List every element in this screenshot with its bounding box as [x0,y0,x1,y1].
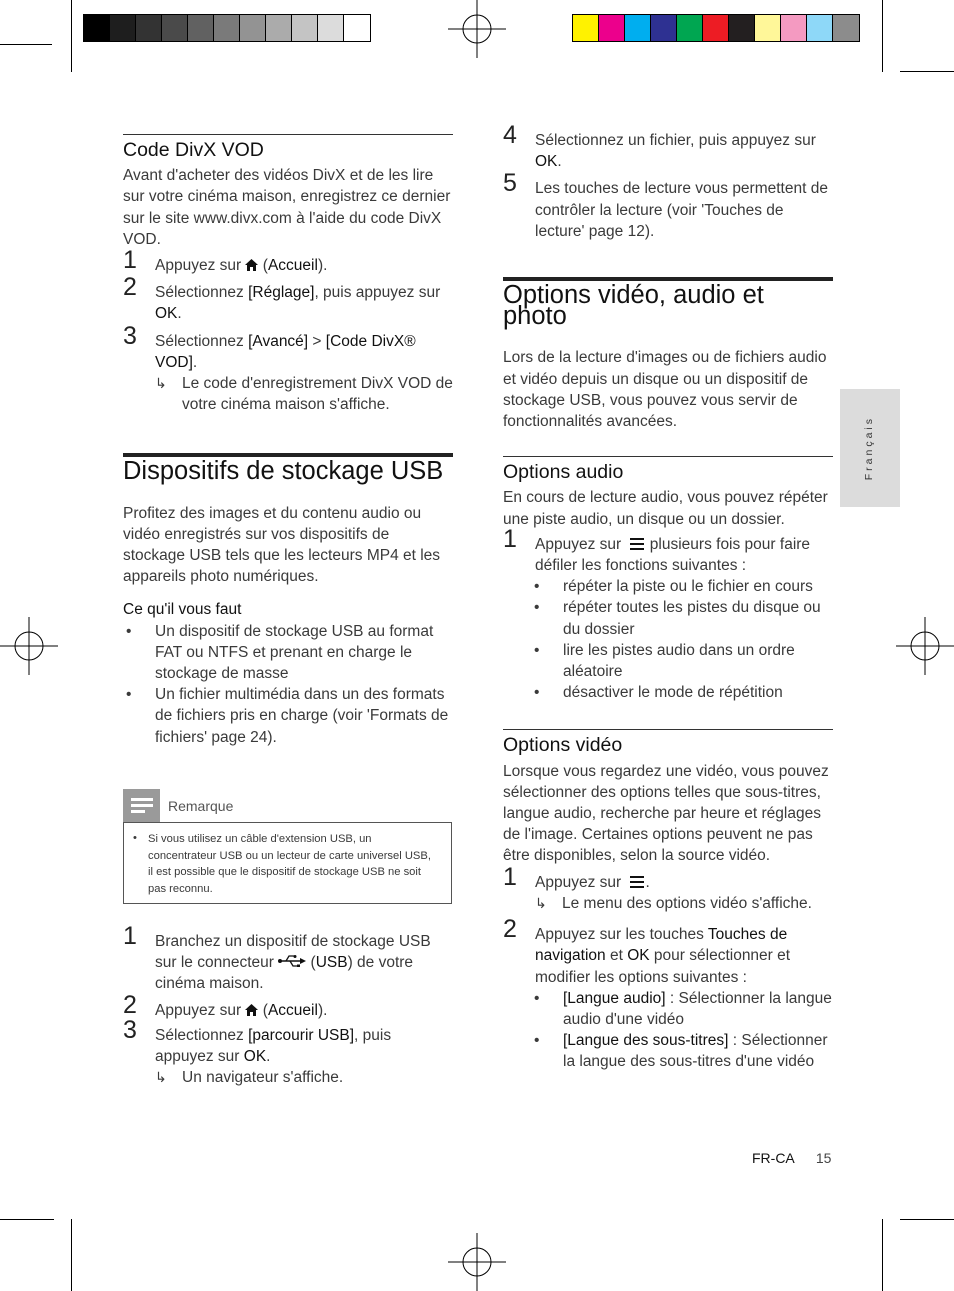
color-swatch [84,15,110,41]
color-swatch [188,15,214,41]
home-icon [245,259,258,271]
language-tab [840,389,900,507]
audio-option-item: • répéter toutes les pistes du disque ou du dossier [534,599,821,638]
registration-mark-icon [0,617,58,675]
color-swatch [677,15,703,41]
crop-mark [900,71,954,72]
divider [503,729,833,730]
color-swatch [214,15,240,41]
result-arrow-icon: ↳ [535,894,547,911]
crop-mark [900,1219,954,1220]
divider [503,456,833,457]
registration-mark-icon [448,1233,506,1291]
divx-heading: Code DivX VOD [123,139,264,161]
need-heading: Ce qu'il vous faut [123,601,242,619]
color-swatch [240,15,266,41]
home-icon [245,1004,258,1016]
usb-heading: Dispositifs de stockage USB [123,457,444,486]
divx-step-3: 3 Sélectionnez [Avancé] > [Code DivX® VOD]. [123,321,416,371]
usb-step-1: 1 Branchez un dispositif de stockage USB sur le connecteur (USB) de votre cinéma maison. [123,922,431,993]
divx-intro: Avant d'acheter des vidéos DivX et de les lire sur votre cinéma maison, enregistrez ce dernier sur le site www.divx.com à l'aide du code DivX VOD. [123,167,451,248]
audio-heading: Options audio [503,461,624,484]
options-menu-icon [629,538,645,550]
page-number: 15 [815,1150,832,1166]
color-swatch [292,15,318,41]
usb-result: ↳ Un navigateur s'affiche. [155,1067,453,1088]
note-title: Remarque [168,797,234,814]
crop-mark [71,0,72,72]
audio-option-item: • lire les pistes audio dans un ordre aléatoire [534,641,795,681]
divx-step-2: 2 Sélectionnez [Réglage], puis appuyez sur OK. [123,273,441,323]
crop-mark [71,1219,72,1291]
usb-steps [123,922,453,1088]
divx-result: ↳ Le code d'enregistrement DivX VOD de votre cinéma maison s'affiche. [155,375,453,414]
video-result: ↳ Le menu des options vidéo s'affiche. [535,893,833,914]
left-column [123,134,453,748]
note-icon [123,789,160,822]
color-swatch [703,15,729,41]
usb-step-4: 4 Sélectionnez un fichier, puis appuyez sur OK. [503,121,816,171]
audio-option-item: • répéter la piste ou le fichier en cours [534,578,813,596]
color-swatch [625,15,651,41]
result-arrow-icon: ↳ [155,1069,167,1086]
need-item: • Un dispositif de stockage USB au format FAT ou NTFS et prenant en charge le stockage de masse [126,622,434,683]
registration-mark-icon [896,617,954,675]
color-swatch [266,15,292,41]
usb-icon [278,955,306,967]
video-option-item: • [Langue des sous-titres] : Sélectionner la langue des sous-titres d'une vidéo [534,1032,828,1071]
video-intro: Lorsque vous regardez une vidéo, vous pouvez sélectionner des options telles que sous-titres, langue audio, recherche par heure et réglages de l'image. Certaines options peuvent ne pas être disponibles, selon la source vidéo. [503,762,829,865]
color-swatch [344,15,370,41]
page-footer [752,1150,831,1166]
crop-mark [0,44,52,45]
usb-intro: Profitez des images et du contenu audio ou vidéo enregistrés sur vos dispositifs de stockage USB tels que les lecteurs MP4 et les appareils photo numériques. [123,504,441,586]
video-option-item: • [Langue audio] : Sélectionner la langue audio d'une vidéo [534,989,832,1028]
divider [123,134,453,135]
color-swatch [599,15,625,41]
color-swatch [162,15,188,41]
crop-mark [882,1219,883,1291]
audio-option-item: • désactiver le mode de répétition [534,684,783,702]
audio-step-1: 1 Appuyez sur plusieurs fois pour faire défiler les fonctions suivantes : [503,524,811,575]
audio-intro: En cours de lecture audio, vous pouvez répéter une piste audio, un disque ou un dossier. [503,489,828,528]
color-swatch [755,15,781,41]
color-swatch [573,15,599,41]
color-swatch [833,15,859,41]
divx-step-1: 1 Appuyez sur (Accueil). [123,246,328,275]
result-arrow-icon: ↳ [155,375,167,392]
usb-step-5: 5 Les touches de lecture vous permettent de contrôler la lecture (voir 'Touches de lecture' page 12). [503,169,828,240]
gray-calibration-bar [83,14,371,42]
options-intro: Lors de la lecture d'images ou de fichiers audio et vidéo depuis un disque ou un dispositif de stockage USB, vous pouvez vous servir de fonctionnalités avancées. [503,349,827,431]
crop-mark [882,0,883,72]
color-swatch [781,15,807,41]
color-swatch [318,15,344,41]
note-box: • Si vous utilisez un câble d'extension USB, un concentrateur USB ou un lecteur de carte universel USB, il est possible que le dispositif de stockage USB ne soit pas reconnu. [123,822,452,904]
note-text: Si vous utilisez un câble d'extension USB, un concentrateur USB ou un lecteur de carte universel USB, il est possible que le dispositif de stockage USB ne soit pas reconnu. [148,833,431,895]
video-heading: Options vidéo [503,734,623,757]
color-calibration-bar [572,14,860,42]
right-column [503,121,833,1073]
need-item: • Un fichier multimédia dans un des formats de fichiers pris en charge (voir 'Formats de fichiers' page 24). [126,686,449,746]
crop-mark [0,1219,54,1220]
color-swatch [807,15,833,41]
language-tab-label: Français [863,416,875,481]
color-swatch [136,15,162,41]
color-swatch [651,15,677,41]
options-heading: Options vidéo, audio et photo [503,281,764,331]
usb-step-3: 3 Sélectionnez [parcourir USB], puis appuyez sur OK. [123,1015,392,1066]
note-header [123,789,233,822]
video-step-2: 2 Appuyez sur les touches Touches de navigation et OK pour sélectionner et modifier les options suivantes : [503,915,791,986]
options-menu-icon [629,876,645,888]
color-swatch [110,15,136,41]
usb-step-2: 2 Appuyez sur (Accueil). [123,990,328,1019]
locale-code: FR-CA [752,1150,794,1166]
color-swatch [729,15,755,41]
registration-mark-icon [448,0,506,58]
video-step-1: 1 Appuyez sur . [503,862,650,891]
